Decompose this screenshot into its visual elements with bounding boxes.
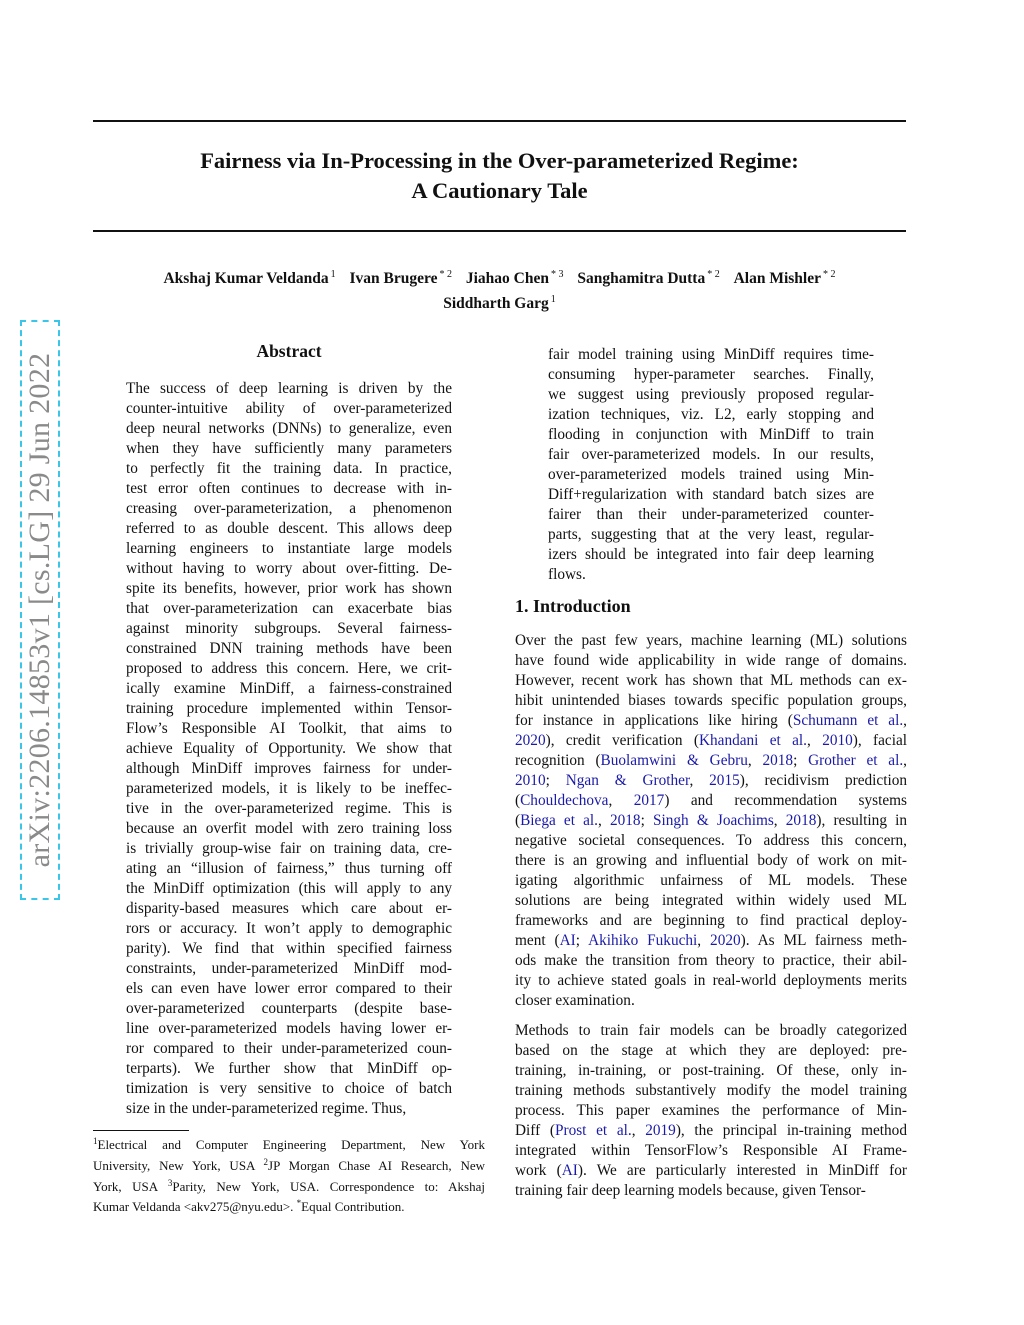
text-line: the MinDiff optimization (this will apply to any [126,880,452,897]
title-bottom-rule [93,230,906,232]
text-line: is trivially group-wise fair on training data, cre- [126,840,452,857]
text-line: line over-parameterized models having lower er- [126,1020,452,1037]
text-line: ment (AI; Akihiko Fukuchi, 2020). As ML fairness meth- [515,932,908,949]
citation-link[interactable]: 2015 [709,772,740,789]
author-row-2 [93,289,906,314]
title-line-2: A Cautionary Tale [411,178,588,203]
text-line: Diff (Prost et al., 2019), the principal in-training method [515,1122,907,1139]
text-line: ically examine MinDiff, a fairness-constrained [126,680,452,697]
citation-link[interactable]: Akihiko Fukuchi [588,932,698,949]
citation-link[interactable]: Prost et al. [554,1122,632,1139]
text-line: disparity-based measures which care about er- [126,900,452,917]
text-line: training fair deep learning models because, given Tensor- [515,1182,866,1199]
text-line: fair over-parameterized models. In our results, [548,446,874,463]
text-line: size in the under-parameterized regime. Thus, [126,1100,407,1117]
text-line: $^1$Electrical and Computer Engineering Department, New York [93,1136,485,1152]
text-line: process. This paper examines the performance of Min- [515,1102,907,1119]
text-line: fairer than their under-parameterized counter- [548,506,874,523]
text-line: because an overfit model with zero training loss [126,820,452,837]
text-line: counter-intuitive ability of over-parameterized [126,400,452,417]
citation-link[interactable]: Buolamwini & Gebru [600,752,748,769]
text-line: integrated within TensorFlow’s Responsible AI Frame- [515,1142,907,1159]
text-line: spite its benefits, however, prior work has shown [126,580,452,597]
text-line: referred to as double descent. This allows deep [126,520,452,537]
title-top-rule [93,120,906,122]
text-line: for instance in applications like hiring (Schumann et al., [515,712,907,729]
author: Alan Mishler $^{* 2}$ [733,269,836,287]
text-line: constraints, under-parameterized MinDiff mod- [126,960,452,977]
text-line: flows. [548,566,586,583]
citation-link[interactable]: AI [561,1162,578,1179]
text-line: achieve Equality of Opportunity. We show that [126,740,452,757]
paper-title [93,146,906,206]
text-line: that over-parameterization can exacerbate bias [126,600,452,617]
citation-link[interactable]: Khandani et al. [698,732,808,749]
text-line: However, recent work has shown that ML methods can ex- [515,672,907,689]
text-line: The success of deep learning is driven by the [126,380,452,397]
text-line: igating algorithmic unfairness of ML models. These [515,872,907,889]
intro-paragraph-1 [515,631,907,1011]
citation-link[interactable]: 2018 [785,812,817,829]
text-line: to perfectly fit the training data. In practice, [126,460,452,477]
text-line: els can even have lower error compared to their [126,980,452,997]
text-line: frameworks and are beginning to find practical deploy- [515,912,907,929]
author: Jiahao Chen $^{* 3}$ [465,269,564,287]
author: Siddharth Garg $^1$ [443,294,556,312]
text-line: ods make the transition from theory to practice, their abil- [515,952,907,969]
author-list [93,264,906,314]
citation-link[interactable]: 2020 [515,732,546,749]
text-line: although MinDiff improves fairness for under- [126,760,452,777]
text-line: Kumar Veldanda <akv275@nyu.edu>. *Equal Contribution. [93,1198,405,1215]
text-line: training procedure implemented within Tensor- [126,700,452,717]
citation-link[interactable]: 2010 [822,732,853,749]
text-line: without having to worry about over-fitting. De- [126,560,452,577]
author-row-1 [93,264,906,289]
footnote-marker: 3 [167,1177,173,1188]
title-line-1: Fairness via In-Processing in the Over-parameterized Regime: [200,148,799,173]
text-line: ating an “illusion of fairness,” thus turning off [126,860,452,877]
text-line: there is an growing and influential body of work on mit- [515,852,907,869]
text-line: parts, suggesting that at the very least, regular- [548,526,874,543]
author: Akshaj Kumar Veldanda $^1$ [163,269,336,287]
author: Sanghamitra Dutta $^{* 2}$ [577,269,720,287]
citation-link[interactable]: AI [559,932,576,949]
text-line: constrained DNN training methods have been [126,640,452,657]
text-line: University, New York, USA $^2$JP Morgan Chase AI Research, New [93,1156,485,1173]
text-line: we suggest using previously proposed regular- [548,386,874,403]
text-line: recognition (Buolamwini & Gebru, 2018; Grother et al., [515,752,907,769]
section-heading-introduction: 1. Introduction [515,596,631,616]
citation-link[interactable]: Ngan & Grother [565,772,690,789]
text-line: over-parameterized counterparts (despite base- [126,1000,452,1017]
text-line: parity). We find that within specified fairness [126,940,452,957]
text-line: ity to achieve stated goals in real-world deployments merits [515,972,907,989]
text-line: (Chouldechova, 2017) and recommendation systems [515,792,907,809]
text-line: terparts). We further show that MinDiff op- [126,1060,452,1077]
text-line: rors or accuracy. It won’t apply to demographic [126,920,452,937]
text-line: (Biega et al., 2018; Singh & Joachims, 2018), resulting in [515,812,908,829]
footnote-marker: 2 [263,1156,269,1167]
text-line: training methods substantively modify the model training [515,1082,907,1099]
text-line: Over the past few years, machine learning (ML) solutions [515,632,907,649]
footnote-marker: 1 [93,1136,98,1146]
text-line: when they have sufficiently many parameters [126,440,452,457]
text-line: have found wide applicability in wide range of domains. [515,652,907,669]
abstract-heading: Abstract [256,341,322,361]
text-line: consuming hyper-parameter searches. Finally, [548,366,874,383]
text-line: tive in the over-parameterized regime. This is [126,800,452,817]
citation-link[interactable]: Grother et al. [808,752,904,769]
text-line: deep neural networks (DNNs) to generalize, even [126,420,452,437]
text-line: York, USA $^3$Parity, New York, USA. Correspondence to: Akshaj [93,1177,485,1194]
text-line: work (AI). We are particularly interested in MinDiff for [515,1162,907,1179]
author: Ivan Brugere $^{* 2}$ [349,269,452,287]
text-line: closer examination. [515,992,635,1009]
citation-link[interactable]: 2020 [710,932,741,949]
text-line: Methods to train fair models can be broadly categorized [515,1022,907,1039]
citation-link[interactable]: Schumann et al. [792,712,904,729]
footnote-rule [93,1130,189,1131]
text-line: training, in-training, or post-training. Of these, only in- [515,1062,907,1079]
text-line: creasing over-parameterization, a phenomenon [126,500,452,517]
text-line: negative societal consequences. To address this concern, [515,832,907,849]
citation-link[interactable]: 2018 [762,752,794,769]
arxiv-identifier-stamp[interactable]: arXiv:2206.14853v1 [cs.LG] 29 Jun 2022 [20,320,60,900]
text-line: Flow’s Responsible AI Toolkit, that aims to [126,720,452,737]
text-line: proposed to address this concern. Here, we crit- [126,660,452,677]
footnote-marker: * [296,1198,302,1209]
text-line: over-parameterized models trained using Min- [548,466,874,483]
citation-link[interactable]: 2017 [633,792,665,809]
citation-link[interactable]: Biega et al. [520,812,598,829]
text-line: Diff+regularization with standard batch sizes are [548,486,874,503]
intro-paragraph-2 [515,1021,907,1201]
citation-link[interactable]: 2010 [515,772,546,789]
abstract-continued [548,345,874,585]
text-line: 2010; Ngan & Grother, 2015), recidivism prediction [515,772,907,789]
text-line: parameterized models, it is likely to be ineffec- [126,780,452,797]
text-line: test error often continues to decrease with in- [126,480,452,497]
text-line: based on the stage at which they are deployed: pre- [515,1042,907,1059]
text-line: hibit unintended biases towards specific population groups, [515,692,907,709]
citation-link[interactable]: 2019 [645,1122,676,1139]
text-line: ror compared to their under-parameterized coun- [126,1040,452,1057]
text-line: 2020), credit verification (Khandani et al., 2010), facial [515,732,907,749]
text-line: learning engineers to instantiate large models [126,540,452,557]
text-line: izers should be integrated into fair deep learning [548,546,874,563]
abstract-body [126,379,452,1119]
text-line: flooding in conjunction with MinDiff to train [548,426,874,443]
text-line: solutions are being integrated within widely used ML [515,892,907,909]
text-line: fair model training using MinDiff requires time- [548,346,874,363]
text-line: against minority subgroups. Several fairness- [126,620,452,637]
citation-link[interactable]: Chouldechova [520,792,609,809]
citation-link[interactable]: Singh & Joachims [652,812,774,829]
text-line: ization techniques, viz. L2, early stopping and [548,406,874,423]
citation-link[interactable]: 2018 [609,812,641,829]
affiliations-footnote [93,1133,485,1216]
text-line: timization is very sensitive to choice of batch [126,1080,452,1097]
